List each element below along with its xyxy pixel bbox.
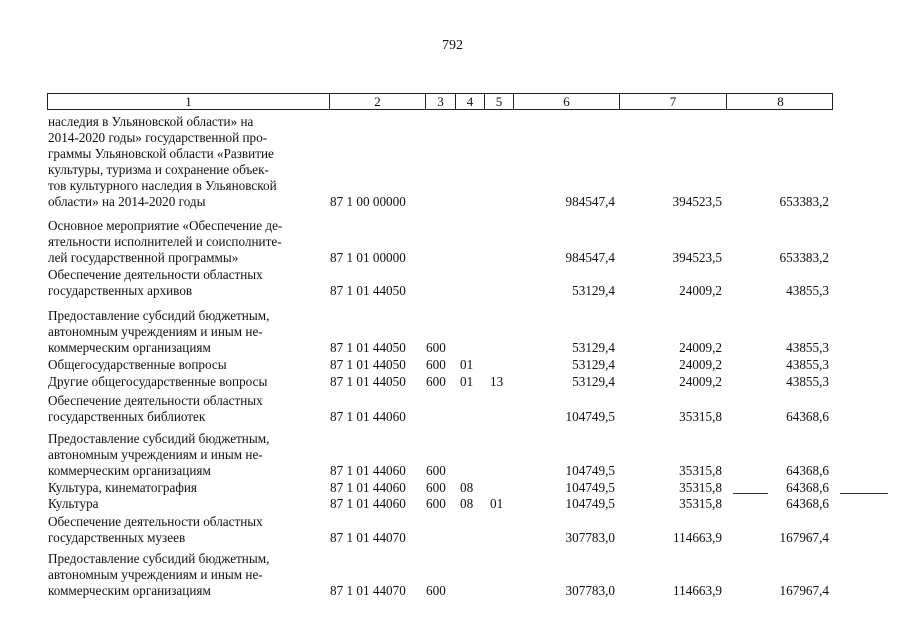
- row-col-4: 01: [460, 357, 474, 372]
- row-name: [48, 393, 323, 425]
- header-col-2: 2: [330, 94, 426, 109]
- header-col-1: 1: [48, 94, 330, 109]
- row-col-3: 600: [426, 463, 446, 478]
- row-value-col-6: 104749,5: [565, 409, 615, 424]
- row-value-col-7: 24009,2: [679, 340, 722, 355]
- row-name-line: культуры, туризма и сохранение объек-: [48, 162, 269, 177]
- table-row: [0, 393, 905, 425]
- row-col-4: 08: [460, 480, 474, 495]
- row-name-line: граммы Ульяновской области «Развитие: [48, 146, 274, 161]
- pencil-mark: [733, 493, 768, 494]
- row-name: [48, 114, 323, 210]
- row-name-line: Предоставление субсидий бюджетным,: [48, 551, 270, 566]
- row-code: 87 1 01 44060: [330, 463, 406, 478]
- row-value-col-7: 24009,2: [679, 283, 722, 298]
- row-value-col-7: 114663,9: [673, 583, 722, 598]
- row-value-col-8: 653383,2: [779, 194, 829, 209]
- row-name-line: Обеспечение деятельности областных: [48, 514, 263, 529]
- row-name: [48, 308, 323, 356]
- row-value-col-8: 653383,2: [779, 250, 829, 265]
- row-value-col-8: 43855,3: [786, 357, 829, 372]
- row-name: [48, 431, 323, 479]
- row-value-col-8: 167967,4: [779, 530, 829, 545]
- row-name-line: коммерческим организациям: [48, 340, 211, 355]
- row-value-col-6: 104749,5: [565, 463, 615, 478]
- row-name-line: коммерческим организациям: [48, 463, 211, 478]
- row-col-3: 600: [426, 340, 446, 355]
- row-name: [48, 496, 323, 512]
- row-code: 87 1 01 44050: [330, 357, 406, 372]
- table-row: [0, 267, 905, 299]
- row-value-col-6: 53129,4: [572, 357, 615, 372]
- table-row: [0, 218, 905, 266]
- row-code: 87 1 01 00000: [330, 250, 406, 265]
- row-value-col-6: 984547,4: [565, 194, 615, 209]
- row-value-col-6: 53129,4: [572, 283, 615, 298]
- row-name-line: области» на 2014-2020 годы: [48, 194, 206, 209]
- pencil-mark: [840, 493, 888, 494]
- row-value-col-7: 394523,5: [672, 194, 722, 209]
- row-name-line: государственных музеев: [48, 530, 186, 545]
- row-code: 87 1 01 44060: [330, 496, 406, 511]
- table-row: [0, 114, 905, 210]
- row-code: 87 1 01 44070: [330, 530, 406, 545]
- row-code: 87 1 01 44050: [330, 374, 406, 389]
- row-value-col-8: 43855,3: [786, 340, 829, 355]
- page-number: 792: [442, 38, 463, 53]
- header-col-5: 5: [485, 94, 514, 109]
- table-row: [0, 514, 905, 546]
- row-name-line: Другие общегосударственные вопросы: [48, 374, 268, 389]
- row-name-line: государственных архивов: [48, 283, 193, 298]
- row-name-line: Общегосударственные вопросы: [48, 357, 227, 372]
- row-value-col-6: 104749,5: [565, 480, 615, 495]
- row-col-4: 08: [460, 496, 474, 511]
- row-value-col-6: 104749,5: [565, 496, 615, 511]
- row-name-line: Обеспечение деятельности областных: [48, 267, 263, 282]
- row-name: [48, 267, 323, 299]
- row-value-col-7: 114663,9: [673, 530, 722, 545]
- header-col-6: 6: [514, 94, 620, 109]
- row-value-col-7: 35315,8: [679, 480, 722, 495]
- row-value-col-8: 64368,6: [786, 409, 829, 424]
- table-row: [0, 308, 905, 356]
- row-name-line: государственных библиотек: [48, 409, 206, 424]
- table-row: [0, 480, 905, 496]
- row-name-line: Предоставление субсидий бюджетным,: [48, 431, 270, 446]
- row-value-col-7: 24009,2: [679, 357, 722, 372]
- row-value-col-6: 53129,4: [572, 374, 615, 389]
- row-value-col-7: 394523,5: [672, 250, 722, 265]
- table-row: [0, 431, 905, 479]
- row-name-line: Обеспечение деятельности областных: [48, 393, 263, 408]
- row-name: [48, 357, 323, 373]
- row-value-col-6: 984547,4: [565, 250, 615, 265]
- row-value-col-7: 35315,8: [679, 409, 722, 424]
- table-row: [0, 374, 905, 390]
- row-name: [48, 374, 323, 390]
- row-value-col-8: 43855,3: [786, 374, 829, 389]
- row-name-line: автономным учреждениям и иным не-: [48, 447, 263, 462]
- table-row: [0, 551, 905, 599]
- row-name-line: Основное мероприятие «Обеспечение де-: [48, 218, 283, 233]
- header-col-4: 4: [456, 94, 485, 109]
- table-header: [47, 93, 833, 110]
- row-name-line: автономным учреждениям и иным не-: [48, 324, 263, 339]
- row-col-3: 600: [426, 357, 446, 372]
- row-col-3: 600: [426, 583, 446, 598]
- row-value-col-7: 35315,8: [679, 463, 722, 478]
- row-name-line: ятельности исполнителей и соисполните-: [48, 234, 282, 249]
- table-row: [0, 496, 905, 512]
- row-col-4: 01: [460, 374, 474, 389]
- row-code: 87 1 00 00000: [330, 194, 406, 209]
- row-value-col-6: 307783,0: [565, 583, 615, 598]
- header-col-7: 7: [620, 94, 727, 109]
- row-name: [48, 480, 323, 496]
- row-value-col-8: 64368,6: [786, 463, 829, 478]
- row-col-5: 01: [490, 496, 504, 511]
- row-name-line: коммерческим организациям: [48, 583, 211, 598]
- row-col-3: 600: [426, 496, 446, 511]
- row-value-col-8: 43855,3: [786, 283, 829, 298]
- row-name-line: Предоставление субсидий бюджетным,: [48, 308, 270, 323]
- row-code: 87 1 01 44060: [330, 480, 406, 495]
- row-name-line: наследия в Ульяновской области» на: [48, 114, 254, 129]
- row-code: 87 1 01 44060: [330, 409, 406, 424]
- row-name-line: тов культурного наследия в Ульяновской: [48, 178, 277, 193]
- row-value-col-7: 35315,8: [679, 496, 722, 511]
- header-col-8: 8: [777, 94, 784, 109]
- row-col-3: 600: [426, 374, 446, 389]
- row-name: [48, 218, 323, 266]
- table-row: [0, 357, 905, 373]
- row-col-5: 13: [490, 374, 504, 389]
- row-col-3: 600: [426, 480, 446, 495]
- row-name-line: лей государственной программы»: [48, 250, 239, 265]
- row-value-col-8: 167967,4: [779, 583, 829, 598]
- row-value-col-8: 64368,6: [786, 496, 829, 511]
- row-name-line: Культура, кинематография: [48, 480, 197, 495]
- row-code: 87 1 01 44050: [330, 340, 406, 355]
- row-value-col-8: 64368,6: [786, 480, 829, 495]
- row-name-line: Культура: [48, 496, 99, 511]
- row-name-line: автономным учреждениям и иным не-: [48, 567, 263, 582]
- header-col-3: 3: [426, 94, 456, 109]
- row-name: [48, 551, 323, 599]
- row-code: 87 1 01 44050: [330, 283, 406, 298]
- row-value-col-6: 307783,0: [565, 530, 615, 545]
- row-name: [48, 514, 323, 546]
- row-name-line: 2014-2020 годы» государственной про-: [48, 130, 268, 145]
- row-value-col-6: 53129,4: [572, 340, 615, 355]
- row-value-col-7: 24009,2: [679, 374, 722, 389]
- row-code: 87 1 01 44070: [330, 583, 406, 598]
